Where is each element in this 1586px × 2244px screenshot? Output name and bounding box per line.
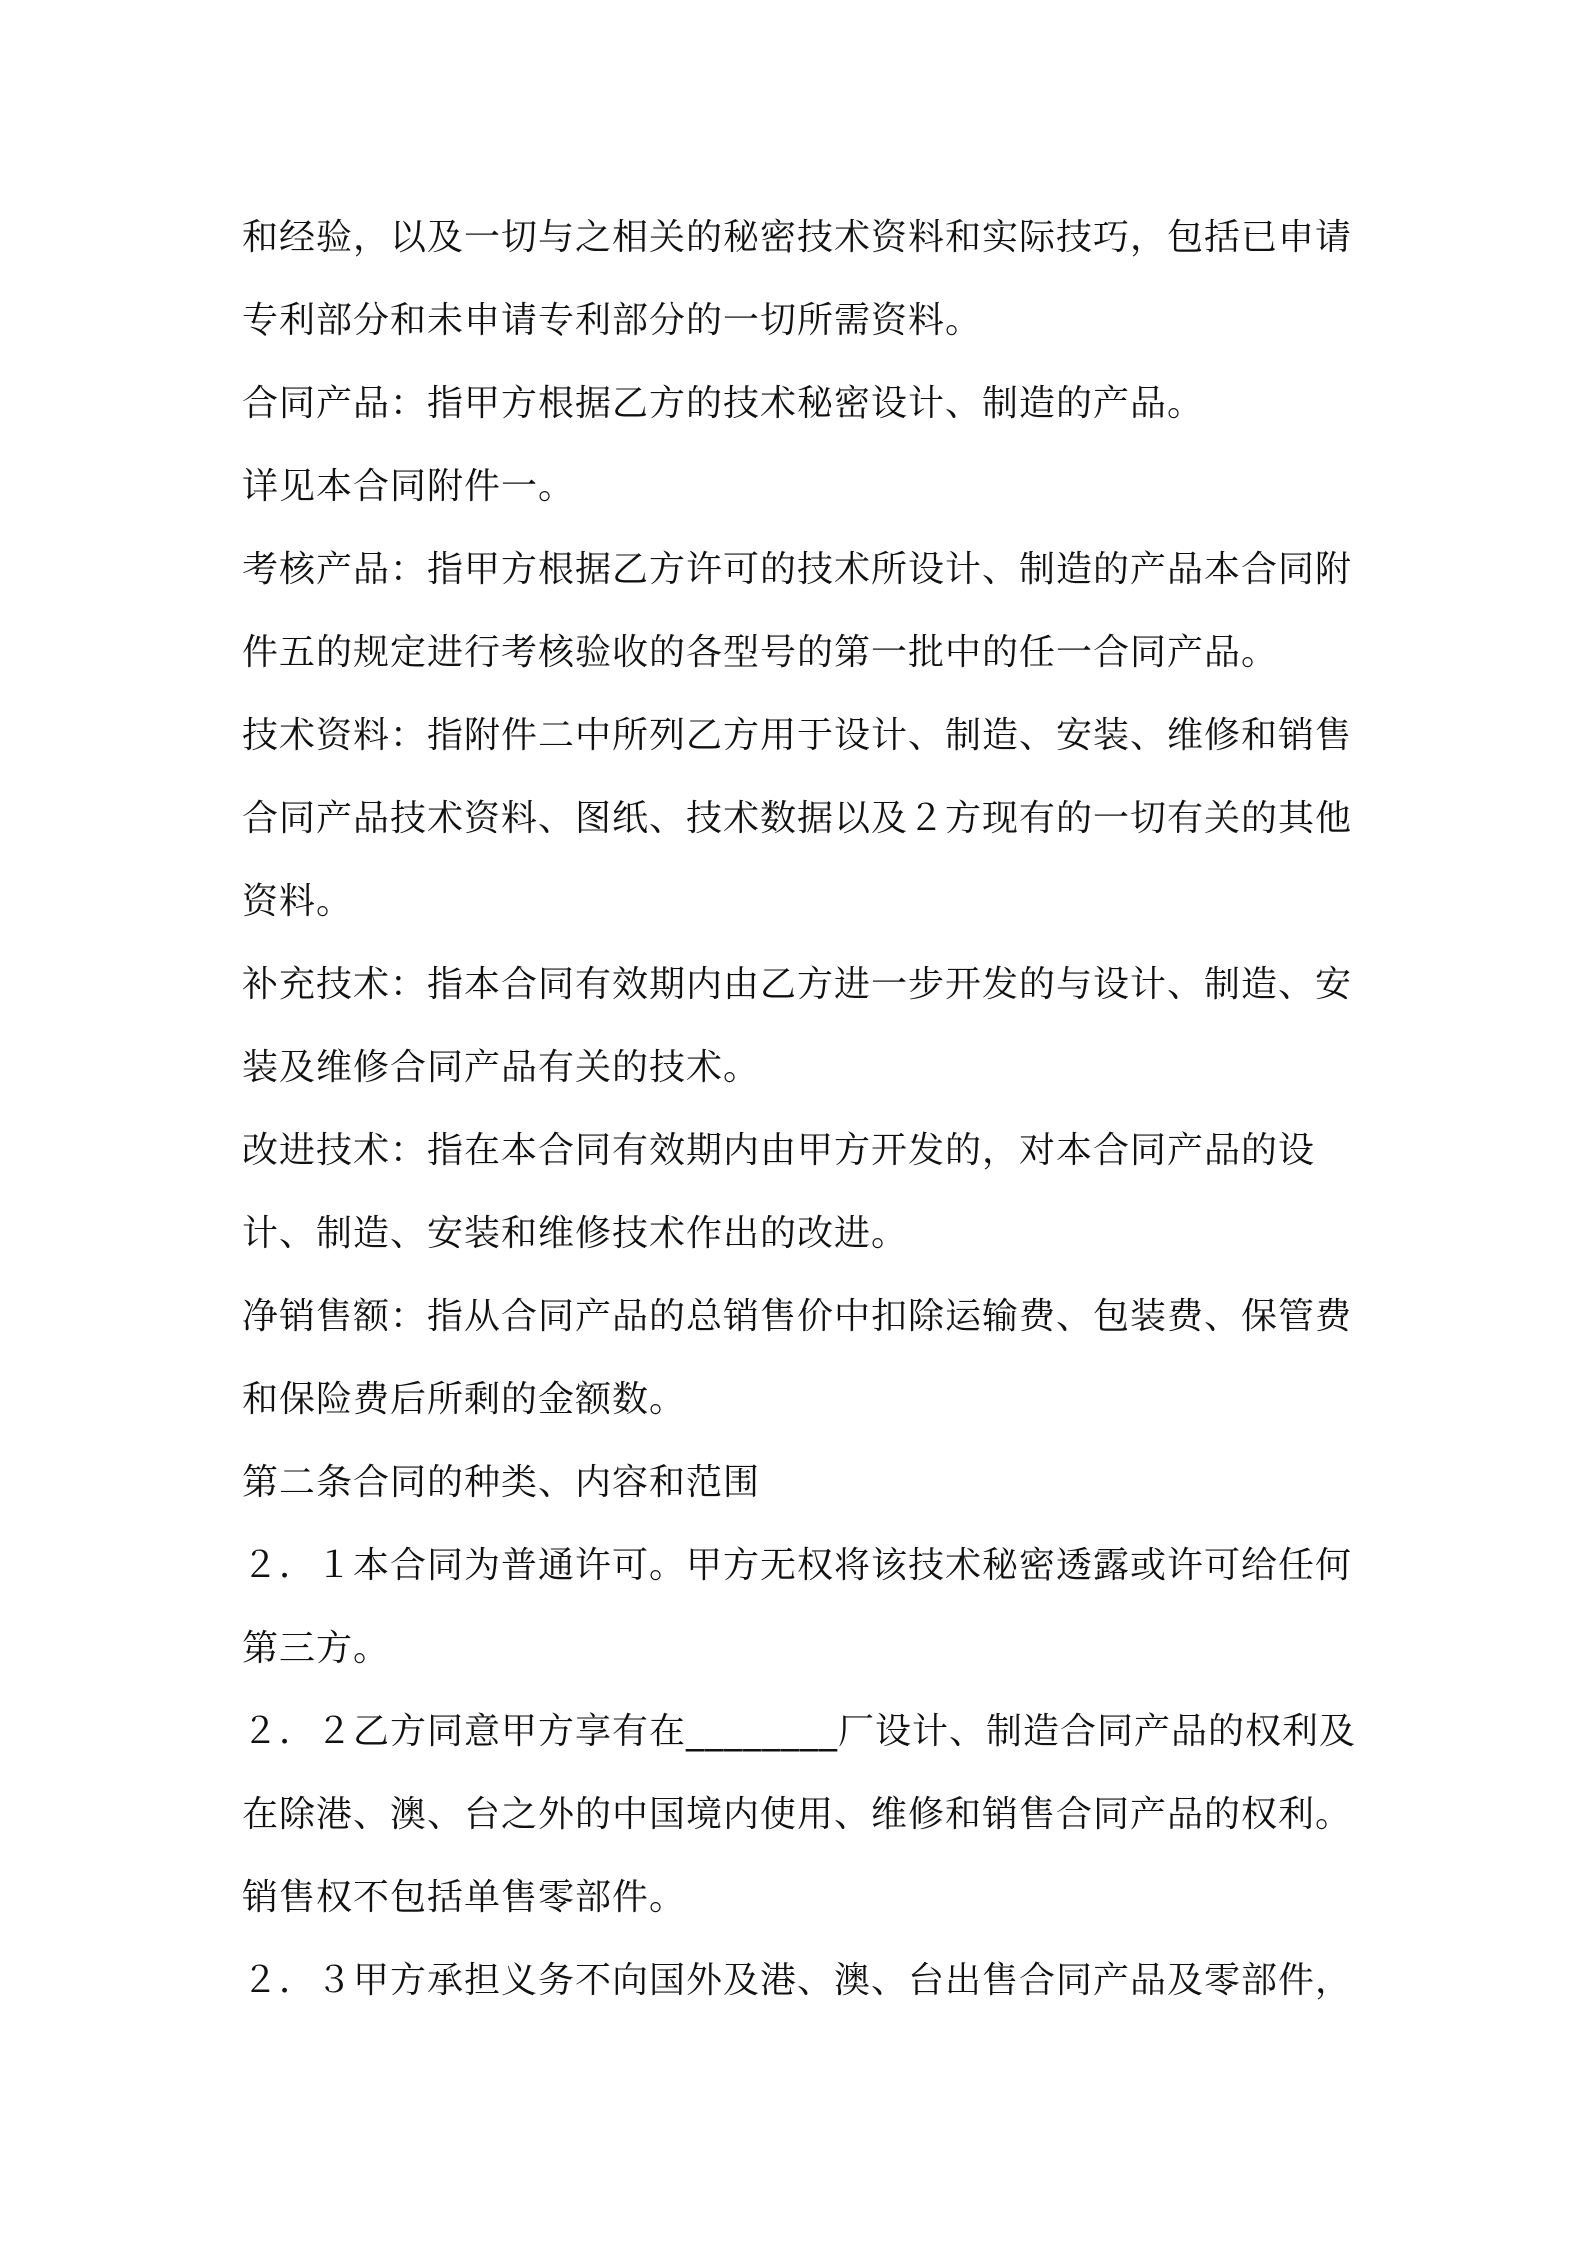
clause-2-1: ２．１本合同为普通许可。甲方无权将该技术秘密透露或许可给任何第三方。 [242,1545,1353,1669]
clause-2-3: ２．３甲方承担义务不向国外及港、澳、台出售合同产品及零部件， [242,1960,1353,2001]
clause-2-2: ２．２乙方同意甲方享有在________厂设计、制造合同产品的权利及在除港、澳、台之外的中国境内使用、维修和销售合同产品的权利。销售权不包括单售零部件。 [242,1711,1357,1918]
section-heading-article-two: 第二条合同的种类、内容和范围 [242,1462,761,1503]
paragraph-see-annex-one: 详见本合同附件一。 [242,466,576,507]
paragraph-improved-technology: 改进技术：指在本合同有效期内由甲方开发的，对本合同产品的设计、制造、安装和维修技术作出的改进。 [242,1130,1316,1254]
paragraph-supplementary-technology: 补充技术：指本合同有效期内由乙方进一步开发的与设计、制造、安装及维修合同产品有关的技术。 [242,964,1353,1088]
paragraph-contract-product: 合同产品：指甲方根据乙方的技术秘密设计、制造的产品。 [242,383,1205,424]
paragraph-net-sales: 净销售额：指从合同产品的总销售价中扣除运输费、包装费、保管费和保险费后所剩的金额数。 [242,1296,1353,1420]
document-body [242,196,1362,2022]
paragraph-technical-data: 技术资料：指附件二中所列乙方用于设计、制造、安装、维修和销售合同产品技术资料、图纸、技术数据以及２方现有的一切有关的其他资料。 [242,715,1353,922]
paragraph-know-how-definition: 和经验，以及一切与之相关的秘密技术资料和实际技巧，包括已申请专利部分和未申请专利部分的一切所需资料。 [242,217,1353,341]
paragraph-assessment-product: 考核产品：指甲方根据乙方许可的技术所设计、制造的产品本合同附件五的规定进行考核验收的各型号的第一批中的任一合同产品。 [242,549,1353,673]
